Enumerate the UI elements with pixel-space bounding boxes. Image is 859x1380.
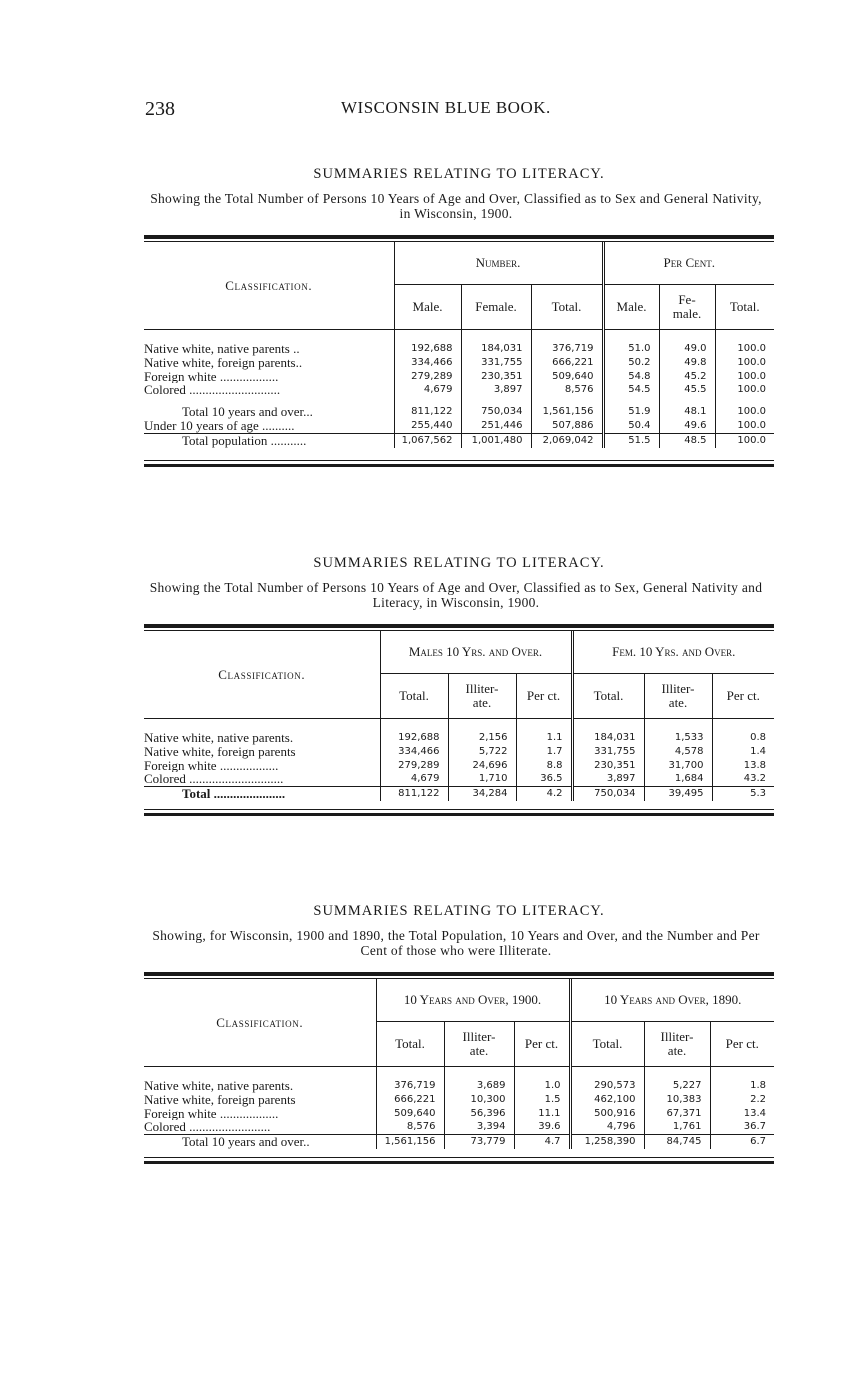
col-header: Per ct. [710,1022,774,1067]
table-row: Native white, native parents. 376,719 3,689 1.0 290,573 5,227 1.8 [144,1079,774,1093]
col-header: Per ct. [516,674,572,719]
col-header: Total. [376,1022,444,1067]
table-row: Native white, native parents. 192,688 2,156 1.1 184,031 1,533 0.8 [144,731,774,745]
page-header [145,98,775,122]
col-header: Total. [572,674,644,719]
col-header: Total. [715,285,774,330]
table-row: Colored ......................... 8,576 3,394 39.6 4,796 1,761 36.7 [144,1120,774,1134]
col-header: Total. [570,1022,644,1067]
top-rule [144,624,774,628]
table-row: Foreign white .................. 509,640 56,396 11.1 500,916 67,371 13.4 [144,1107,774,1121]
classification-header: Classification. [144,979,376,1067]
col-header: Fe- male. [659,285,715,330]
literacy-1900-1890-table [144,979,774,1149]
running-title: WISCONSIN BLUE BOOK. [341,98,551,117]
total-row: Total population ........... 1,067,562 1,001,480 2,069,042 51.5 48.5 100.0 [144,433,774,447]
section-title: SUMMARIES RELATING TO LITERACY. [313,903,605,919]
classification-header: Classification. [144,631,380,719]
table-row: Native white, native parents .. 192,688 184,031 376,719 51.0 49.0 100.0 [144,342,774,356]
literacy-summary-3 [144,903,774,1164]
col-header: Illiter- ate. [644,674,712,719]
section-title: SUMMARIES RELATING TO LITERACY. [313,166,605,182]
table-row: Native white, foreign parents 334,466 5,722 1.7 331,755 4,578 1.4 [144,745,774,759]
group-header-females: Fem. 10 Yrs. and Over. [572,631,774,674]
total-row: Total 10 years and over.. 1,561,156 73,779 4.7 1,258,390 84,745 6.7 [144,1135,774,1149]
col-header: Total. [380,674,448,719]
literacy-summary-2 [144,555,774,816]
group-header-1900: 10 Years and Over, 1900. [376,979,570,1022]
top-rule [144,972,774,976]
group-header-1890: 10 Years and Over, 1890. [570,979,774,1022]
col-header: Illiter- ate. [444,1022,514,1067]
classification-header: Classification. [144,242,394,330]
top-rule [144,235,774,239]
col-header: Male. [394,285,461,330]
col-header: Illiter- ate. [448,674,516,719]
group-header-per-cent: Per Cent. [603,242,774,285]
sex-nativity-table [144,242,774,448]
section-subtitle: Showing the Total Number of Persons 10 Years of Age and Over, Classified as to Sex, General Nativity and Literacy, in Wisconsin, 1900. [149,580,763,610]
table-row: Foreign white .................. 279,289 24,696 8.8 230,351 31,700 13.8 [144,759,774,773]
section-title: SUMMARIES RELATING TO LITERACY. [313,555,605,571]
total-row: Total ...................... 811,122 34,284 4.2 750,034 39,495 5.3 [144,787,774,801]
group-header-males: Males 10 Yrs. and Over. [380,631,572,674]
col-header: Female. [461,285,531,330]
group-header-number: Number. [394,242,603,285]
page-number: 238 [145,98,175,120]
col-header: Per ct. [514,1022,570,1067]
table-row: Native white, foreign parents 666,221 10,300 1.5 462,100 10,383 2.2 [144,1093,774,1107]
table-row: Foreign white .................. 279,289 230,351 509,640 54.8 45.2 100.0 [144,370,774,384]
table-row: Total 10 years and over... 811,122 750,034 1,561,156 51.9 48.1 100.0 [144,405,774,419]
col-header: Total. [531,285,603,330]
table-row: Native white, foreign parents.. 334,466 331,755 666,221 50.2 49.8 100.0 [144,356,774,370]
table-row: Colored ............................. 4,679 1,710 36.5 3,897 1,684 43.2 [144,772,774,786]
col-header: Illiter- ate. [644,1022,710,1067]
section-subtitle: Showing the Total Number of Persons 10 Years of Age and Over, Classified as to Sex and General Nativity, in Wisconsin, 1900. [150,191,762,221]
bottom-rule-thick [144,464,774,467]
bottom-rule-thick [144,813,774,816]
col-header: Male. [603,285,659,330]
col-header: Per ct. [712,674,774,719]
bottom-rule-thick [144,1161,774,1164]
literacy-by-sex-table [144,631,774,801]
section-subtitle: Showing, for Wisconsin, 1900 and 1890, the Total Population, 10 Years and Over, and the Number and Per Cent of those who were Illiterate. [152,928,760,958]
table-row: Under 10 years of age .......... 255,440 251,446 507,886 50.4 49.6 100.0 [144,419,774,433]
table-row: Colored ............................ 4,679 3,897 8,576 54.5 45.5 100.0 [144,383,774,397]
literacy-summary-1 [144,166,774,467]
